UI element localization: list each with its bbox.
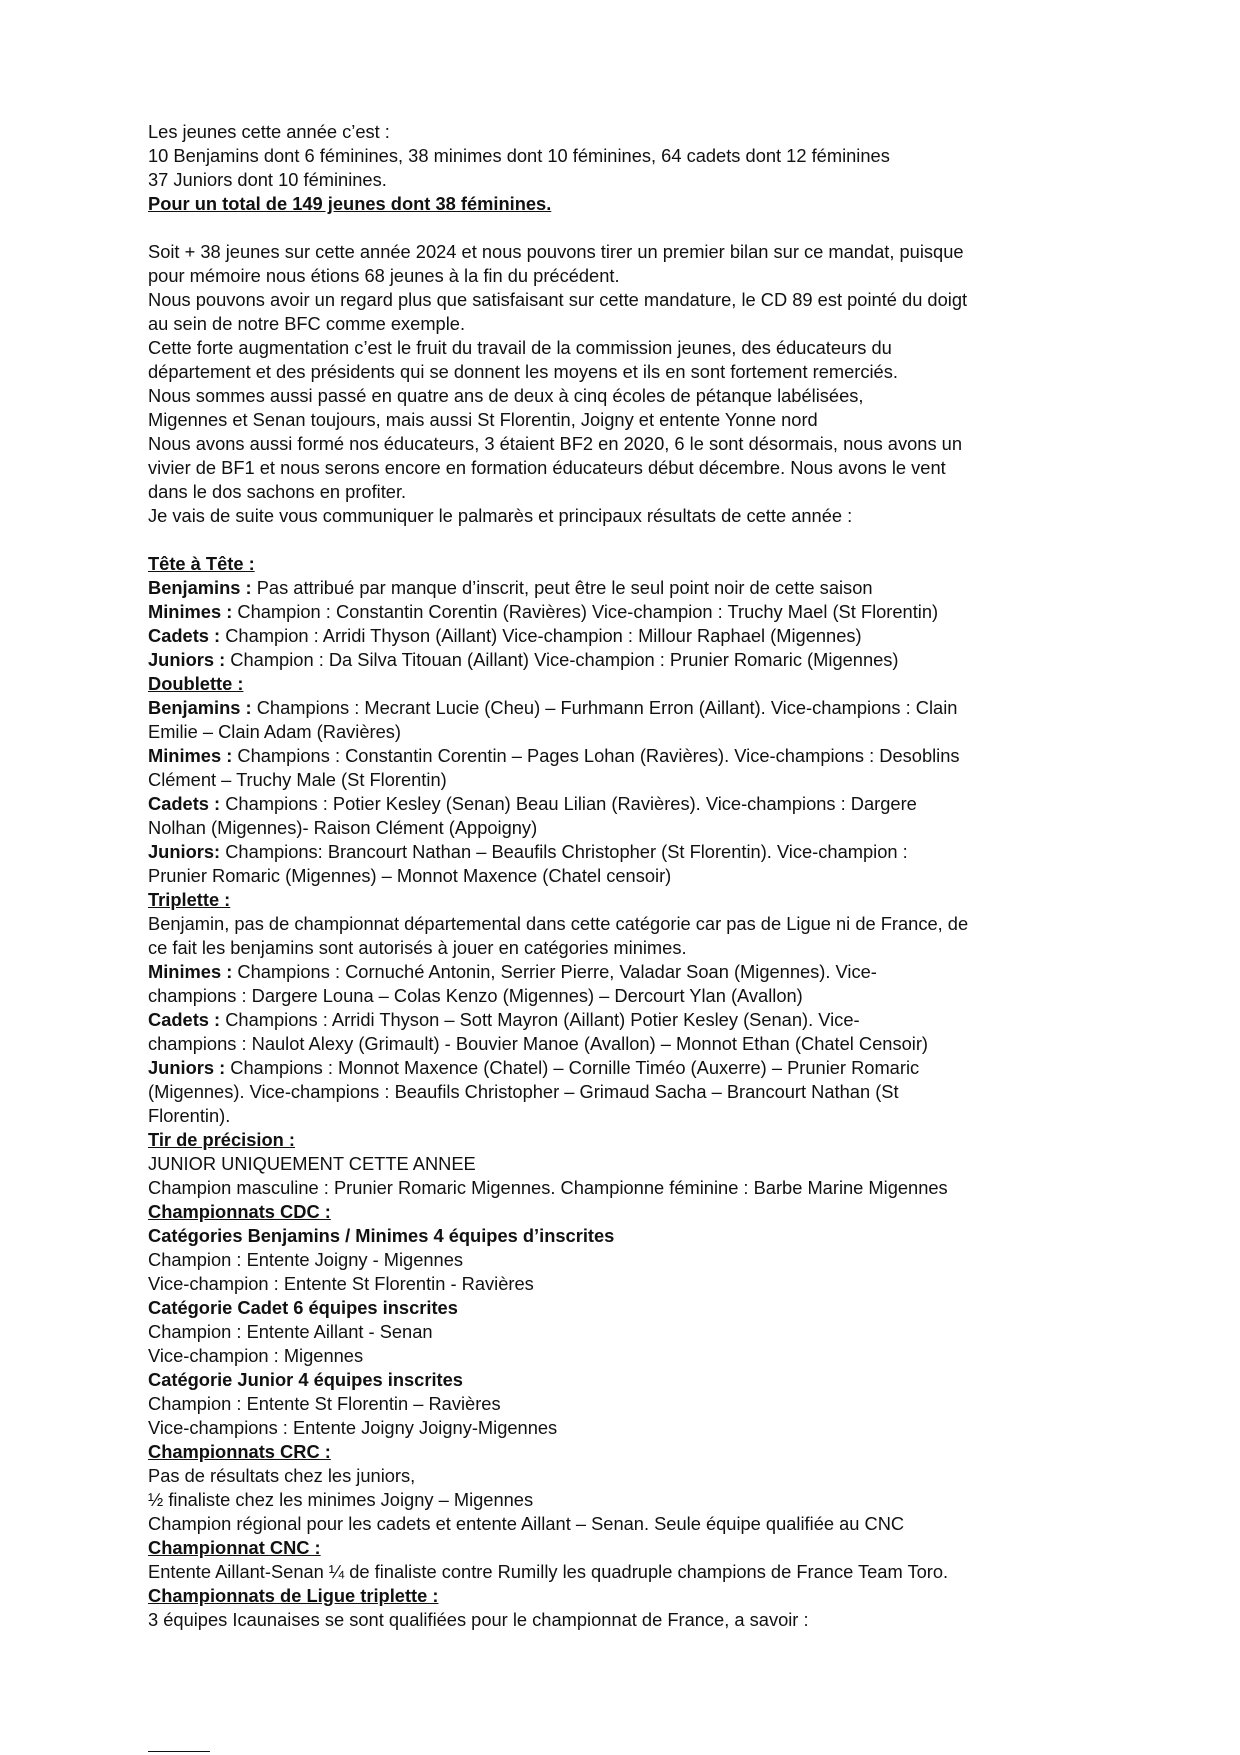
category-heading: Catégories Benjamins / Minimes 4 équipes d’inscrites xyxy=(148,1225,615,1246)
category-heading: Catégorie Junior 4 équipes inscrites xyxy=(148,1369,463,1390)
result-line: Champion : Entente Joigny - Migennes xyxy=(148,1249,464,1270)
result-text: Champion : Constantin Corentin (Ravières) Vice-champion : Truchy Mael (St Florentin) xyxy=(232,601,939,622)
result-line: Prunier Romaric (Migennes) – Monnot Maxence (Chatel censoir) xyxy=(148,865,672,886)
result-line xyxy=(148,696,1108,720)
result-text: Champions : Potier Kesley (Senan) Beau Lilian (Ravières). Vice-champions : Dargere xyxy=(220,793,917,814)
paragraph-line: pour mémoire nous étions 68 jeunes à la fin du précédent. xyxy=(148,265,620,286)
category-label: Juniors : xyxy=(148,649,226,670)
intro-line: 37 Juniors dont 10 féminines. xyxy=(148,169,387,190)
category-label: Minimes : xyxy=(148,961,233,982)
result-text: Champions : Cornuché Antonin, Serrier Pierre, Valadar Soan (Migennes). Vice- xyxy=(232,961,877,982)
result-line xyxy=(148,600,1108,624)
spacer xyxy=(148,216,1108,240)
section-heading-crc: Championnats CRC : xyxy=(148,1441,331,1462)
category-label: Juniors: xyxy=(148,841,221,862)
category-label: Minimes : xyxy=(148,745,233,766)
paragraph-line: Migennes et Senan toujours, mais aussi St Florentin, Joigny et entente Yonne nord xyxy=(148,409,818,430)
result-line xyxy=(148,1056,1108,1080)
spacer xyxy=(148,528,1108,552)
result-line: JUNIOR UNIQUEMENT CETTE ANNEE xyxy=(148,1153,476,1174)
result-line xyxy=(148,576,1108,600)
result-text: Pas attribué par manque d’inscrit, peut être le seul point noir de cette saison xyxy=(251,577,873,598)
result-text: Champions : Monnot Maxence (Chatel) – Cornille Timéo (Auxerre) – Prunier Romaric xyxy=(225,1057,920,1078)
result-line: Champion : Entente St Florentin – Ravières xyxy=(148,1393,501,1414)
result-text: Champion : Da Silva Titouan (Aillant) Vice-champion : Prunier Romaric (Migennes) xyxy=(225,649,899,670)
result-line: Champion régional pour les cadets et entente Aillant – Senan. Seule équipe qualifiée au CNC xyxy=(148,1513,905,1534)
result-line xyxy=(148,840,1108,864)
result-line: champions : Naulot Alexy (Grimault) - Bouvier Manoe (Avallon) – Monnot Ethan (Chatel Censoir) xyxy=(148,1033,929,1054)
category-label: Cadets : xyxy=(148,1009,221,1030)
paragraph-line: Nous pouvons avoir un regard plus que satisfaisant sur cette mandature, le CD 89 est pointé du doigt xyxy=(148,289,968,310)
result-line: Emilie – Clain Adam (Ravières) xyxy=(148,721,401,742)
result-line: ce fait les benjamins sont autorisés à jouer en catégories minimes. xyxy=(148,937,687,958)
category-heading: Catégorie Cadet 6 équipes inscrites xyxy=(148,1297,458,1318)
category-label: Benjamins : xyxy=(148,697,252,718)
section-heading-tir: Tir de précision : xyxy=(148,1129,295,1150)
section-heading-triplette: Triplette : xyxy=(148,889,231,910)
result-line: Clément – Truchy Male (St Florentin) xyxy=(148,769,447,790)
paragraph-line: Nous avons aussi formé nos éducateurs, 3 étaient BF2 en 2020, 6 le sont désormais, nous avons un xyxy=(148,433,962,454)
result-line: Pas de résultats chez les juniors, xyxy=(148,1465,416,1486)
paragraph-line: Cette forte augmentation c’est le fruit du travail de la commission jeunes, des éducateurs du xyxy=(148,337,892,358)
result-line: Champion : Entente Aillant - Senan xyxy=(148,1321,433,1342)
result-line: Florentin). xyxy=(148,1105,231,1126)
category-label: Minimes : xyxy=(148,601,233,622)
result-line: Nolhan (Migennes)- Raison Clément (Appoigny) xyxy=(148,817,538,838)
paragraph-line: au sein de notre BFC comme exemple. xyxy=(148,313,466,334)
result-line: ½ finaliste chez les minimes Joigny – Migennes xyxy=(148,1489,534,1510)
section-heading-tete-a-tete: Tête à Tête : xyxy=(148,553,255,574)
result-line xyxy=(148,960,1108,984)
result-text: Champions : Arridi Thyson – Sott Mayron (Aillant) Potier Kesley (Senan). Vice- xyxy=(220,1009,860,1030)
category-label: Juniors : xyxy=(148,1057,226,1078)
paragraph-line: dans le dos sachons en profiter. xyxy=(148,481,407,502)
total-line: Pour un total de 149 jeunes dont 38 féminines. xyxy=(148,193,552,214)
result-line: Champion masculine : Prunier Romaric Migennes. Championne féminine : Barbe Marine Migennes xyxy=(148,1177,948,1198)
result-line: champions : Dargere Louna – Colas Kenzo (Migennes) – Dercourt Ylan (Avallon) xyxy=(148,985,803,1006)
result-line: 3 équipes Icaunaises se sont qualifiées pour le championnat de France, a savoir : xyxy=(148,1609,809,1630)
paragraph-line: Nous sommes aussi passé en quatre ans de deux à cinq écoles de pétanque labélisées, xyxy=(148,385,864,406)
result-line: Vice-champions : Entente Joigny Joigny-Migennes xyxy=(148,1417,558,1438)
result-text: Champions : Mecrant Lucie (Cheu) – Furhmann Erron (Aillant). Vice-champions : Clain xyxy=(251,697,958,718)
footnote-separator xyxy=(148,1751,210,1752)
section-heading-doublette: Doublette : xyxy=(148,673,244,694)
section-heading-ligue: Championnats de Ligue triplette : xyxy=(148,1585,439,1606)
result-line xyxy=(148,744,1108,768)
result-line xyxy=(148,648,1108,672)
result-line: Benjamin, pas de championnat départemental dans cette catégorie car pas de Ligue ni de France, de xyxy=(148,913,969,934)
result-line: Entente Aillant-Senan ¼ de finaliste contre Rumilly les quadruple champions de France Team Toro. xyxy=(148,1561,949,1582)
category-label: Cadets : xyxy=(148,793,221,814)
document-page xyxy=(148,120,1108,1632)
paragraph-line: Soit + 38 jeunes sur cette année 2024 et nous pouvons tirer un premier bilan sur ce mandat, puisque xyxy=(148,241,964,262)
intro-line: Les jeunes cette année c’est : xyxy=(148,121,390,142)
result-text: Champions: Brancourt Nathan – Beaufils Christopher (St Florentin). Vice-champion : xyxy=(220,841,908,862)
category-label: Cadets : xyxy=(148,625,221,646)
result-line: Vice-champion : Migennes xyxy=(148,1345,364,1366)
result-line xyxy=(148,1008,1108,1032)
result-line: Vice-champion : Entente St Florentin - Ravières xyxy=(148,1273,534,1294)
result-line xyxy=(148,624,1108,648)
section-heading-cdc: Championnats CDC : xyxy=(148,1201,331,1222)
result-text: Champion : Arridi Thyson (Aillant) Vice-champion : Millour Raphael (Migennes) xyxy=(220,625,862,646)
result-line: (Migennes). Vice-champions : Beaufils Christopher – Grimaud Sacha – Brancourt Nathan (St xyxy=(148,1081,899,1102)
category-label: Benjamins : xyxy=(148,577,252,598)
paragraph-line: vivier de BF1 et nous serons encore en formation éducateurs début décembre. Nous avons le vent xyxy=(148,457,946,478)
section-heading-cnc: Championnat CNC : xyxy=(148,1537,321,1558)
result-text: Champions : Constantin Corentin – Pages Lohan (Ravières). Vice-champions : Desoblins xyxy=(232,745,960,766)
result-line xyxy=(148,792,1108,816)
paragraph-line: département et des présidents qui se donnent les moyens et ils en sont fortement remerciés. xyxy=(148,361,898,382)
intro-line: 10 Benjamins dont 6 féminines, 38 minimes dont 10 féminines, 64 cadets dont 12 féminines xyxy=(148,145,890,166)
paragraph-line: Je vais de suite vous communiquer le palmarès et principaux résultats de cette année : xyxy=(148,505,853,526)
